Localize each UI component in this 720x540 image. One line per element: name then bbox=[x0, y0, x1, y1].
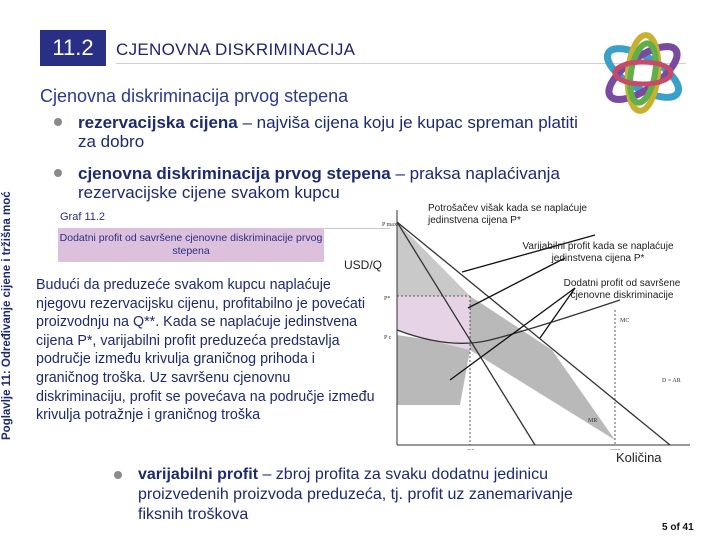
bullet-reservation-price bbox=[78, 113, 578, 151]
y-axis-unit: USD/Q bbox=[344, 258, 383, 272]
price-discrimination-graph bbox=[370, 200, 700, 450]
chapter-side-label: Poglavlje 11: Određivanje cijene i tržišna moć bbox=[1, 191, 13, 440]
section-number: 11.2 bbox=[40, 30, 106, 66]
mr-label: MR bbox=[588, 418, 598, 424]
figure-caption-box bbox=[58, 228, 324, 262]
consumer-surplus-area bbox=[397, 222, 470, 296]
pstar-mark: P* bbox=[384, 296, 391, 302]
variable-profit-arrow bbox=[468, 258, 565, 308]
figure-explanation: Budući da preduzeće svakom kupcu naplaćuje njegovu rezervacijsku cijenu, profitabilno je povećati proizvodnju na Q**. Kada se naplaćuje jedinstvena cijena P*, varijabilni profit preduzeća predstavlja područje između krivulja graničnog prihoda i graničnog troška. Uz savršenu cjenovnu diskriminaciju, profit se povećava na područje između krivulja potražnje i graničnog troška bbox=[36, 277, 375, 424]
bullet-variable-profit bbox=[138, 465, 608, 525]
figure-label: Graf 11.2 bbox=[60, 211, 106, 223]
interlocked-rings-logo-icon bbox=[588, 18, 698, 128]
figure-caption: Dodatni profit od savršene cjenovne diskriminacije prvog stepena bbox=[59, 232, 323, 257]
pc-mark: P c bbox=[384, 335, 392, 341]
extra-profit-annotation: Dodatni profit od savršene cjenovne diskriminacije bbox=[563, 278, 681, 301]
bullet-text: – najviša cijena koju je kupac spreman platiti za dobro bbox=[78, 113, 578, 151]
bullet-first-degree bbox=[78, 164, 608, 202]
bullet-dot-icon bbox=[54, 169, 62, 177]
pmax-mark: P max bbox=[382, 222, 397, 228]
page-indicator: 5 of 41 bbox=[662, 522, 694, 533]
mc-label: MC bbox=[620, 318, 630, 324]
bullet-dot-icon bbox=[54, 118, 62, 126]
bullet-text: – zbroj profita za svaku dodatnu jedinicu proizvedenih proizvoda preduzeća, tj. profit uz zanemarivanje fiksnih troškova bbox=[138, 466, 573, 523]
bullet-term: rezervacijska cijena bbox=[78, 113, 238, 132]
consumer-surplus-annotation: Potrošačev višak kada se naplaćuje jedinstvena cijena P* bbox=[428, 203, 587, 226]
bullet-term: varijabilni profit bbox=[138, 466, 259, 483]
bullet-text: – praksa naplaćivanja rezervacijske cijene svakom kupcu bbox=[78, 164, 560, 202]
slide-title: CJENOVNA DISKRIMINACIJA bbox=[116, 40, 356, 59]
bullet-term: cjenovna diskriminacija prvog stepena bbox=[78, 164, 391, 183]
demand-label: D = AR bbox=[662, 378, 681, 384]
bullet-dot-icon bbox=[114, 471, 122, 479]
slide-subtitle: Cjenovna diskriminacija prvog stepena bbox=[40, 86, 349, 106]
qstar-mark bbox=[467, 449, 474, 450]
x-axis-label: Količina bbox=[616, 450, 662, 465]
variable-profit-annotation: Varijabilni profit kada se naplaćuje jedinstvena cijena P* bbox=[522, 241, 674, 264]
